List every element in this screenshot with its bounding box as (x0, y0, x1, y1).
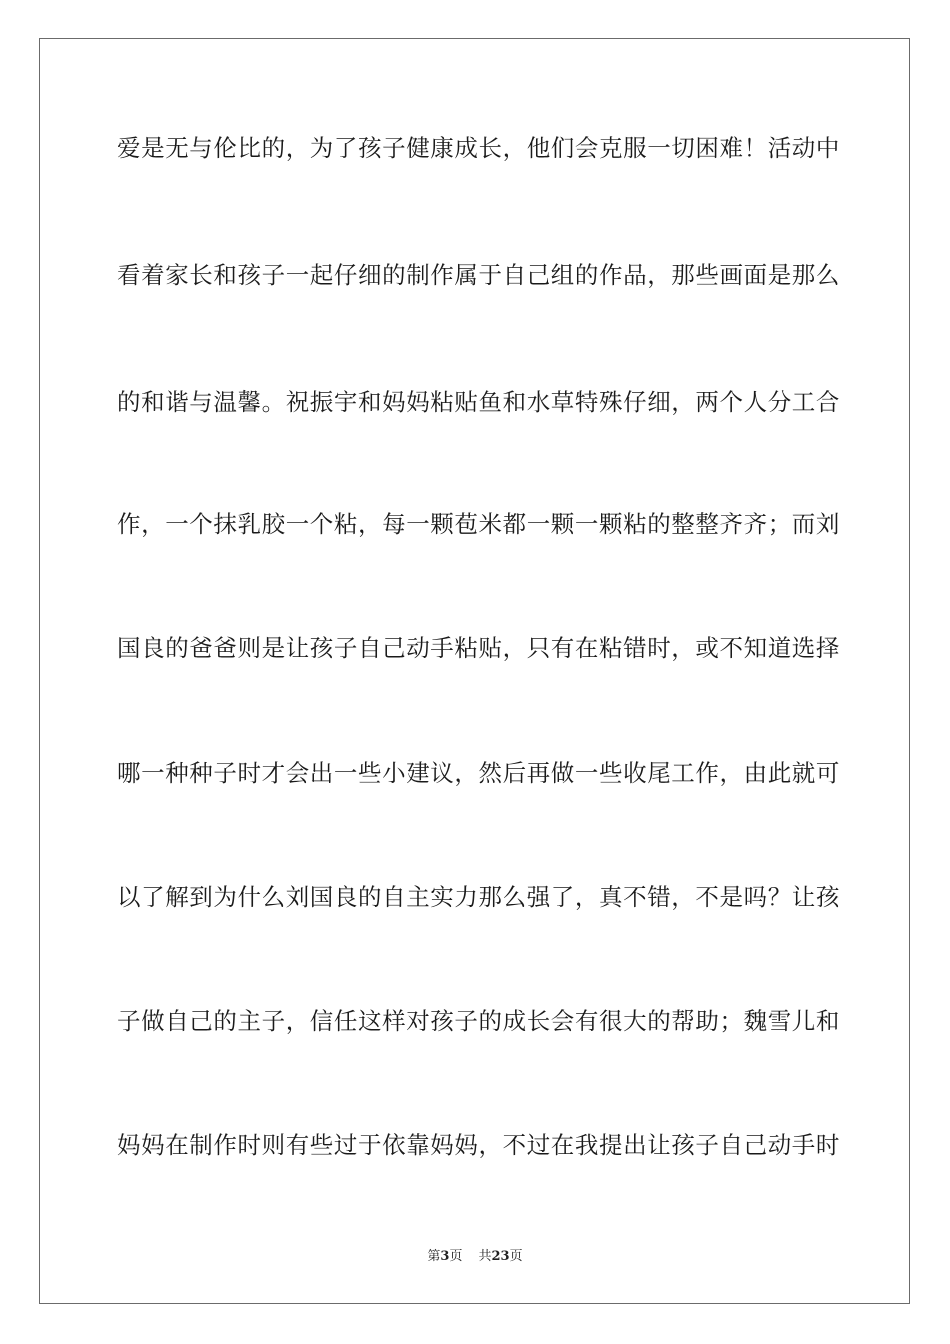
text-line: 哪一种种子时才会出一些小建议，然后再做一些收尾工作，由此就可 (117, 759, 840, 787)
page-prefix: 第 (427, 1249, 441, 1264)
total-suffix: 页 (509, 1249, 523, 1264)
total-prefix: 共 (478, 1249, 492, 1264)
page-frame (39, 38, 910, 1304)
page-number: 3 (440, 1249, 450, 1264)
text-line: 作，一个抹乳胶一个粘，每一颗苞米都一颗一颗粘的整整齐齐；而刘 (117, 510, 840, 538)
text-line: 子做自己的主子，信任这样对孩子的成长会有很大的帮助；魏雪儿和 (117, 1007, 840, 1035)
total-pages: 23 (491, 1249, 510, 1264)
text-line: 国良的爸爸则是让孩子自己动手粘贴，只有在粘错时，或不知道选择 (117, 634, 840, 662)
text-line: 妈妈在制作时则有些过于依靠妈妈，不过在我提出让孩子自己动手时 (117, 1131, 840, 1159)
text-line: 爱是无与伦比的，为了孩子健康成长，他们会克服一切困难！活动中 (117, 134, 840, 162)
text-line: 看着家长和孩子一起仔细的制作属于自己组的作品，那些画面是那么 (117, 261, 840, 289)
text-line: 的和谐与温馨。祝振宇和妈妈粘贴鱼和水草特殊仔细，两个人分工合 (117, 388, 840, 416)
text-line: 以了解到为什么刘国良的自主实力那么强了，真不错，不是吗？让孩 (117, 883, 840, 911)
page-footer (0, 1247, 950, 1267)
page-suffix: 页 (449, 1249, 463, 1264)
